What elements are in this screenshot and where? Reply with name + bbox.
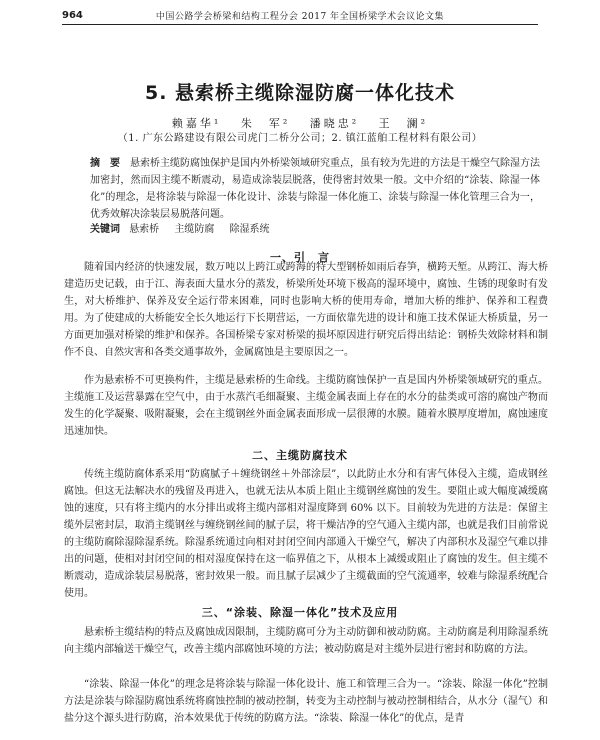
abstract-label: 摘 要 [90, 158, 120, 169]
keyword: 除湿系统 [229, 224, 270, 235]
section-heading-integration-technique: 三、“涂装、除湿一体化”技术及应用 [201, 606, 399, 619]
keyword: 主缆防腐 [174, 224, 215, 235]
keywords-label: 关键词 [90, 224, 120, 235]
abstract-text: 悬索桥主缆防腐蚀保护是国内外桥梁领域研究重点，虽有较为先进的方法是干燥空气除湿方法加密封，然而因主缆不断震动，易造成涂装层脱落，使得密封效果一般。文中介绍的“涂装、除湿一体化”的理念，是将涂装与除湿一体化设计、涂装与除湿一体化施工、涂装与除湿一体化管理三合为一，优秀效解决涂装层易脱落问题。 [90, 158, 540, 220]
author: 朱 军² [240, 117, 291, 130]
body-paragraph: 作为悬索桥不可更换构件，主缆是悬索桥的生命线。主缆防腐蚀保护一直是国内外桥梁领域研究的重点。主缆施工及运营暴露在空气中，由于水蒸汽毛细凝聚、主缆金属表面上存在的水分的盐类或可溶的腐蚀产物而发生的化学凝聚、吸附凝聚，会在主缆钢丝外面金属表面形成一层很薄的水膜。随着水膜厚度增加，腐蚀速度迅速加快。 [64, 375, 548, 437]
keywords [90, 223, 540, 237]
affiliation: （1. 广东公路建设有限公司虎门二桥分公司；2. 镇江蓝舶工程材料有限公司） [117, 133, 483, 144]
page-number: 964 [62, 9, 83, 21]
keyword: 悬索桥 [129, 224, 160, 235]
body-paragraph: 悬索桥主缆结构的特点及腐蚀成因限制，主缆防腐可分为主动防御和被动防腐。主动防腐是利用除湿系统向主缆内部输送干燥空气，改善主缆内部腐蚀环境的方法；被动防腐是对主缆外层进行密封和防腐的方法。 [64, 627, 548, 655]
abstract [90, 155, 540, 223]
header-rule [62, 24, 538, 25]
body-paragraph: 随着国内经济的快速发展，数万吨以上跨江或跨海的特大型钢桥如雨后春笋，横跨天堑。从跨江、海大桥建造历史记载，由于江、海表面大量水分的蒸发，桥梁所处环境下极高的湿环境中，腐蚀、生锈的现象时有发生，对大桥维护、保养及安全运行带来困难，同时也影响大桥的使用寿命，增加大桥的维护、保养和工程费用。为了使建成的大桥能安全长久地运行下长期营运，一方面依靠先进的设计和施工技术保证大桥质量，另一方面更加强对桥梁的维护和保养。各国桥梁专家对桥梁的损坏原因进行研究后得出结论：钢桥失效除材料和制作不良、自然灾害和各类交通事故外，金属腐蚀是主要原因之一。 [64, 262, 548, 358]
running-header [62, 8, 538, 22]
section-heading-introduction: 一、引 言 [270, 251, 330, 264]
author: 王 澜² [378, 117, 429, 130]
article-title: 5. 悬索桥主缆除湿防腐一体化技术 [144, 82, 456, 104]
body-paragraph: “涂装、除湿一体化”的理念是将涂装与除湿一体化设计、施工和管理三合为一。“涂装、除湿一体化”控制方法是涂装与除湿防腐蚀系统将腐蚀控制的被动控制，转变为主动控制与被动控制相结合，从水分（湿气）和盐分这个源头进行防腐，治本效果优于传统的防腐方法。“涂装、除湿一体化”的优点，是青 [64, 679, 548, 724]
running-title: 中国公路学会桥梁和结构工程分会 2017 年全国桥梁学术会议论文集 [155, 11, 445, 22]
body-paragraph: 传统主缆防腐体系采用“防腐腻子＋缠绕钢丝＋外部涂层”，以此防止水分和有害气体侵入主缆，造成钢丝腐蚀。但这无法解决水的残留及再进入，也就无法从本质上阻止主缆钢丝腐蚀的发生。要阻止或大幅度减缓腐蚀的速度，只有将主缆内的水分排出或将主缆内部相对湿度降到 60% 以下。目前较为先进的方法是：保留主缆外层密封层，取消主缆钢丝与缠绕钢丝间的腻子层，将干燥洁净的空气通入主缆内部，也就是我们目前常说的主缆防腐除湿除湿系统。除湿系统通过向相对封闭空间内部通入干燥空气，解决了内部积水及湿空气难以排出的问题，使相对封闭空间的相对湿度保持在这一临界值之下，从根本上减缓或阻止了腐蚀的发生。但主缆不断震动，造成涂装层易脱落，密封效果一般。而且腻子层减少了主缆截面的空气流通率，较难与除湿系统配合使用。 [64, 469, 548, 599]
section-heading-cable-protection: 二、主缆防腐技术 [252, 449, 348, 462]
author: 潘晓忠² [309, 117, 360, 130]
author: 赖嘉华¹ [171, 117, 222, 130]
